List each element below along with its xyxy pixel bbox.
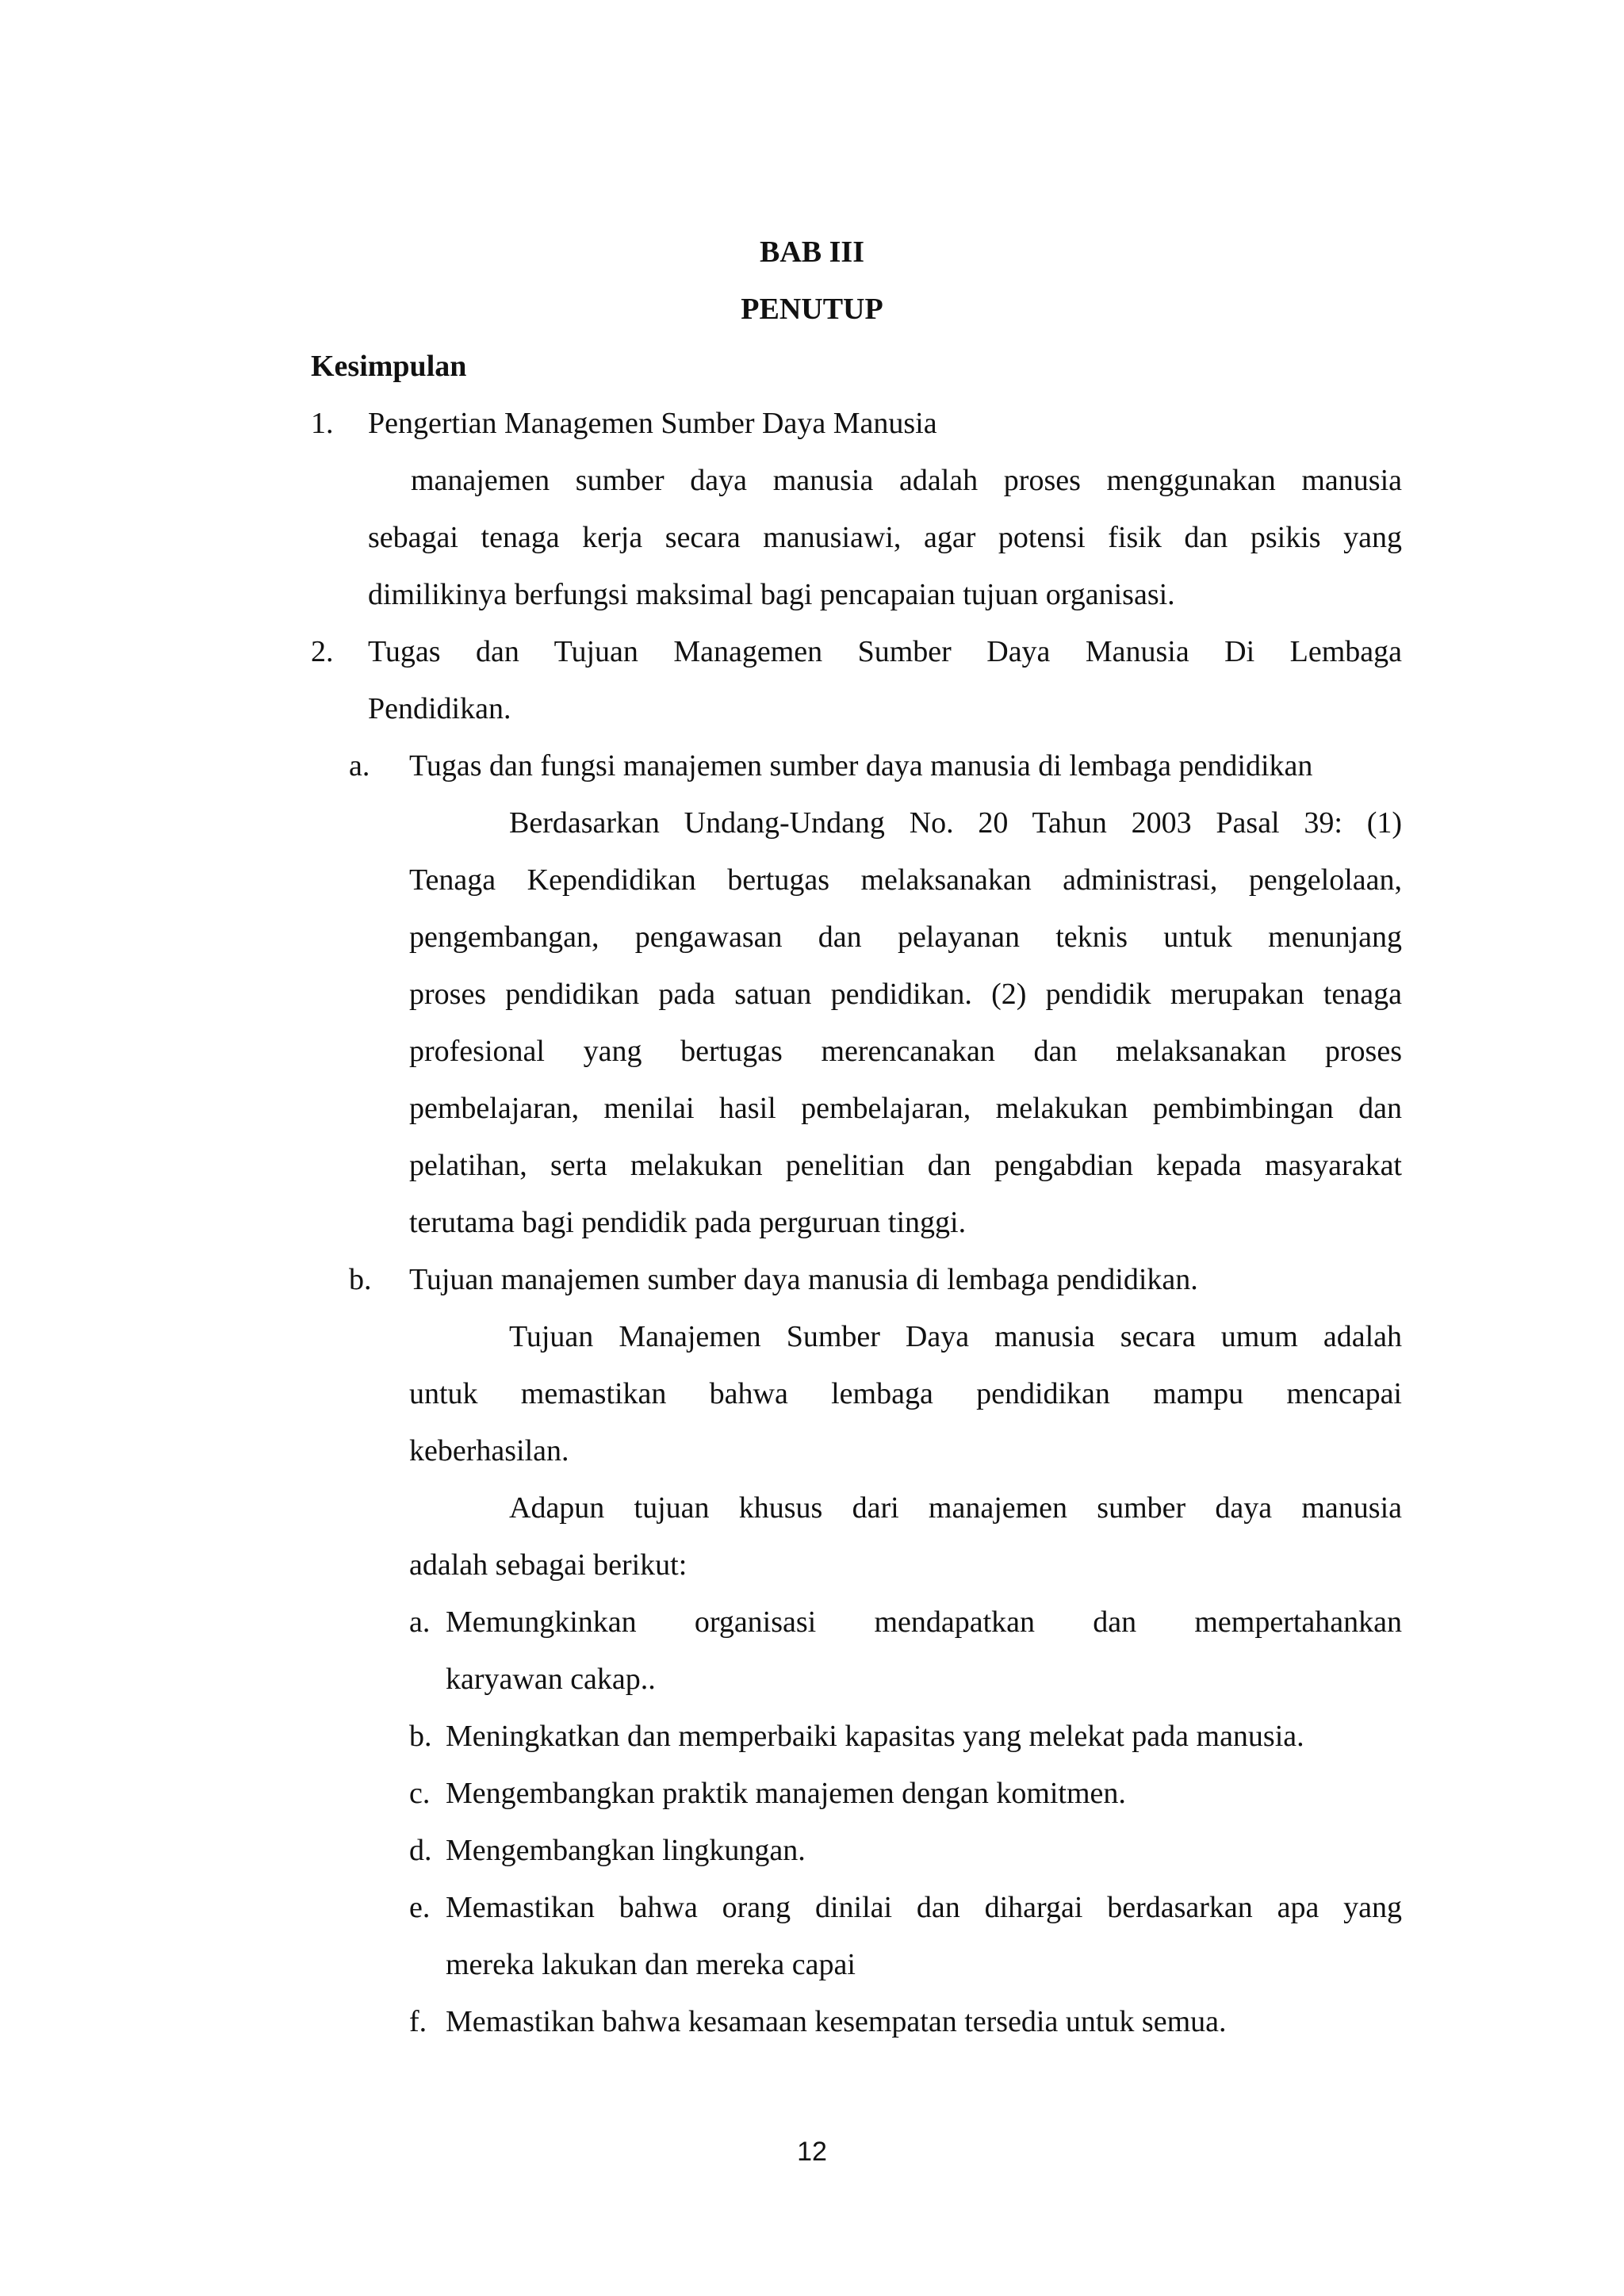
subitem-title: Tujuan manajemen sumber daya manusia di lembaga pendidikan. <box>409 1263 1198 1296</box>
section-heading: Kesimpulan <box>311 350 467 383</box>
list-item-text: Mengembangkan praktik manajemen dengan komitmen. <box>446 1777 1126 1810</box>
list-item-text: Mengembangkan lingkungan. <box>446 1834 806 1867</box>
paragraph-line: pembelajaran, menilai hasil pembelajaran, melakukan pembimbingan dan <box>409 1092 1402 1125</box>
item-number: 2. <box>311 635 334 668</box>
list-letter: e. <box>409 1891 431 1924</box>
paragraph-line: pengembangan, pengawasan dan pelayanan teknis untuk menunjang <box>409 920 1402 954</box>
item-title-continued: Pendidikan. <box>368 692 511 725</box>
paragraph-line: untuk memastikan bahwa lembaga pendidikan mampu mencapai <box>409 1377 1402 1410</box>
list-item-text: Meningkatkan dan memperbaiki kapasitas yang melekat pada manusia. <box>446 1720 1304 1753</box>
list-letter: a. <box>409 1605 431 1639</box>
paragraph-line: proses pendidikan pada satuan pendidikan. (2) pendidik merupakan tenaga <box>409 978 1402 1011</box>
item-number: 1. <box>311 407 334 440</box>
paragraph-line: adalah sebagai berikut: <box>409 1548 688 1582</box>
item-title: Pengertian Managemen Sumber Daya Manusia <box>368 407 937 440</box>
paragraph-line: manajemen sumber daya manusia adalah proses menggunakan manusia <box>411 464 1402 497</box>
paragraph-line: Tujuan Manajemen Sumber Daya manusia secara umum adalah <box>509 1320 1402 1353</box>
list-item-text: Memastikan bahwa orang dinilai dan dihargai berdasarkan apa yang <box>446 1891 1402 1924</box>
item-title: Tugas dan Tujuan Managemen Sumber Daya Manusia Di Lembaga <box>368 635 1402 668</box>
subitem-letter: b. <box>349 1263 372 1296</box>
page-number: 12 <box>797 2137 827 2167</box>
list-item-text: mereka lakukan dan mereka capai <box>446 1948 856 1981</box>
paragraph-line: Tenaga Kependidikan bertugas melaksanakan administrasi, pengelolaan, <box>409 863 1402 897</box>
subitem-title: Tugas dan fungsi manajemen sumber daya manusia di lembaga pendidikan <box>409 749 1313 783</box>
list-letter: b. <box>409 1720 432 1753</box>
paragraph-line: profesional yang bertugas merencanakan dan melaksanakan proses <box>409 1035 1402 1068</box>
list-letter: c. <box>409 1777 431 1810</box>
list-letter: f. <box>409 2005 427 2038</box>
paragraph-line: pelatihan, serta melakukan penelitian dan pengabdian kepada masyarakat <box>409 1149 1402 1182</box>
subitem-letter: a. <box>349 749 370 783</box>
paragraph-line: terutama bagi pendidik pada perguruan tinggi. <box>409 1206 967 1239</box>
list-item-text: karyawan cakap.. <box>446 1663 656 1696</box>
paragraph-line: dimilikinya berfungsi maksimal bagi pencapaian tujuan organisasi. <box>368 578 1175 611</box>
paragraph-line: sebagai tenaga kerja secara manusiawi, agar potensi fisik dan psikis yang <box>368 521 1402 554</box>
list-letter: d. <box>409 1834 432 1867</box>
chapter-label: BAB III <box>760 235 864 269</box>
chapter-title: PENUTUP <box>741 293 883 326</box>
list-item-text: Memastikan bahwa kesamaan kesempatan tersedia untuk semua. <box>446 2005 1227 2038</box>
paragraph-line: Adapun tujuan khusus dari manajemen sumber daya manusia <box>509 1491 1402 1525</box>
list-item-text: Memungkinkan organisasi mendapatkan dan mempertahankan <box>446 1605 1402 1639</box>
paragraph-line: Berdasarkan Undang-Undang No. 20 Tahun 2003 Pasal 39: (1) <box>509 806 1402 840</box>
paragraph-line: keberhasilan. <box>409 1434 569 1468</box>
